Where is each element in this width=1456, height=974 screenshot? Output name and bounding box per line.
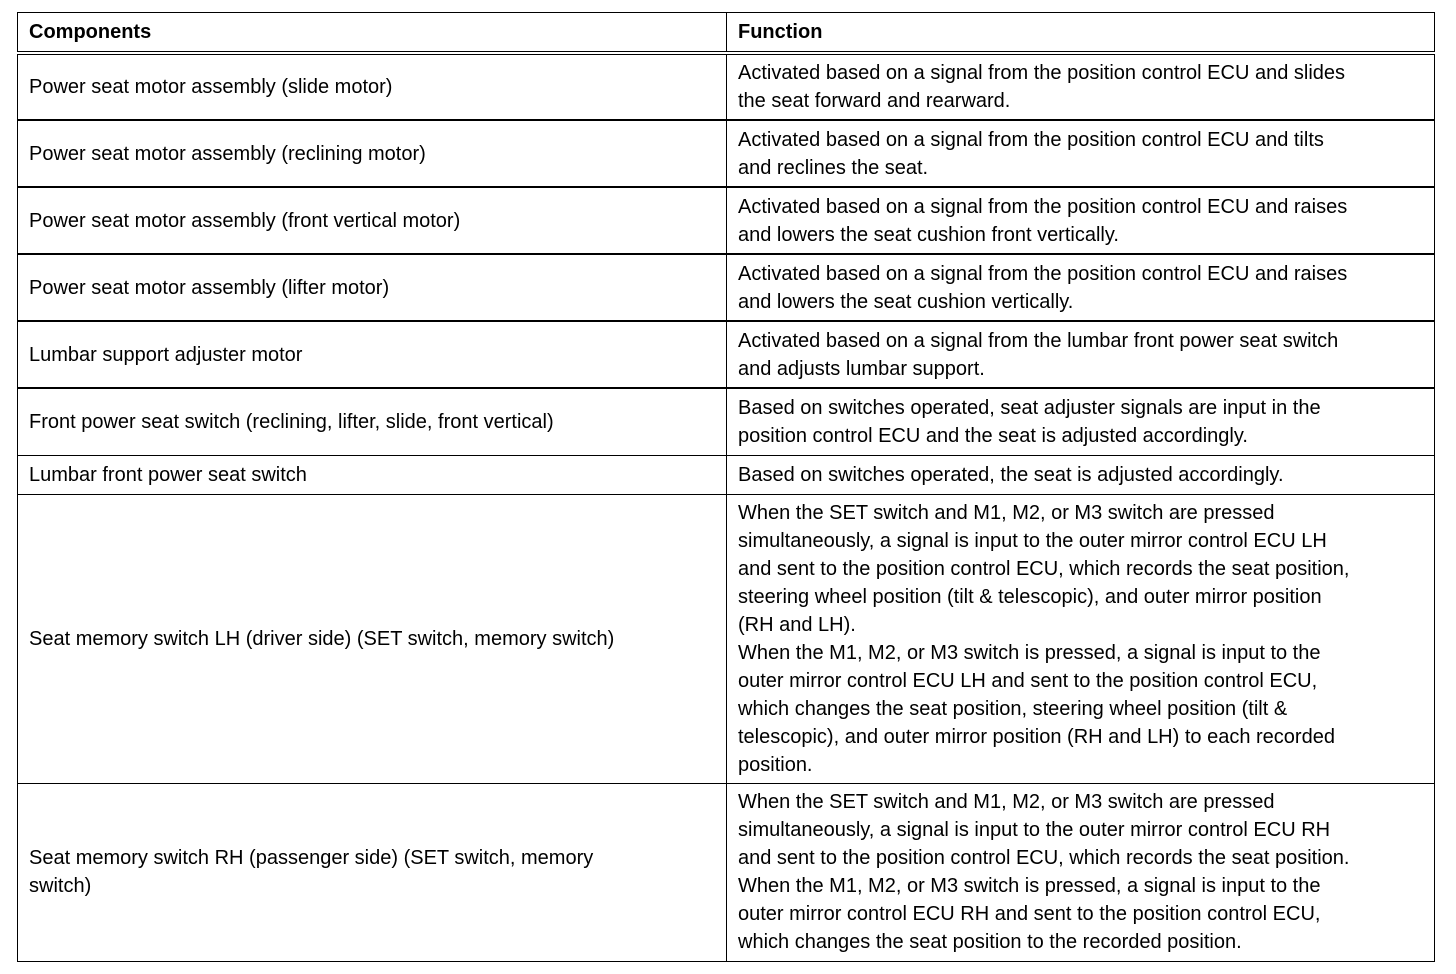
component-cell: Lumbar support adjuster motor [18,321,727,388]
function-line: Activated based on a signal from the position control ECU and raises [738,262,1348,285]
component-cell: Front power seat switch (reclining, lifter, slide, front vertical) [18,388,727,455]
table-row [18,783,1435,961]
function-line: Based on switches operated, seat adjuster signals are input in the [738,396,1321,419]
table-row [18,120,1435,187]
component-cell: Power seat motor assembly (lifter motor) [18,254,727,321]
function-cell [727,783,1435,961]
function-line: the seat forward and rearward. [738,90,1011,112]
function-line: When the SET switch and M1, M2, or M3 switch are pressed [738,501,1275,524]
function-line: Activated based on a signal from the position control ECU and raises [738,195,1348,218]
header-components: Components [18,13,727,54]
table-row [18,321,1435,388]
function-line: simultaneously, a signal is input to the outer mirror control ECU LH [738,529,1327,552]
table-row [18,494,1435,783]
component-cell: Power seat motor assembly (reclining motor) [18,120,727,187]
component-cell: Power seat motor assembly (front vertical motor) [18,187,727,254]
function-cell [727,187,1435,254]
function-line: outer mirror control ECU LH and sent to the position control ECU, [738,669,1318,692]
function-cell [727,254,1435,321]
function-cell [727,388,1435,455]
function-line: steering wheel position (tilt & telescopic), and outer mirror position [738,585,1322,608]
function-line: which changes the seat position to the recorded position. [738,931,1242,953]
component-cell: Seat memory switch LH (driver side) (SET switch, memory switch) [18,494,727,783]
function-line: When the M1, M2, or M3 switch is pressed, a signal is input to the [738,875,1321,897]
function-cell [727,120,1435,187]
table-body [18,53,1435,961]
function-line: and sent to the position control ECU, which records the seat position, [738,557,1350,580]
function-line: Activated based on a signal from the position control ECU and tilts [738,128,1324,151]
function-cell [727,53,1435,120]
component-line: switch) [29,875,92,897]
function-line: When the SET switch and M1, M2, or M3 switch are pressed [738,791,1275,813]
table-row [18,455,1435,494]
component-cell: Power seat motor assembly (slide motor) [18,53,727,120]
function-line: which changes the seat position, steering wheel position (tilt & [738,697,1288,720]
table-row [18,187,1435,254]
function-line: telescopic), and outer mirror position (RH and LH) to each recorded [738,725,1335,748]
table-row [18,254,1435,321]
function-line: position control ECU and the seat is adjusted accordingly. [738,424,1248,447]
table-row [18,388,1435,455]
header-row [18,13,1435,54]
component-cell [18,783,727,961]
function-line: and sent to the position control ECU, which records the seat position. [738,847,1350,869]
function-line: and reclines the seat. [738,156,929,179]
header-function: Function [727,13,1435,54]
function-line: outer mirror control ECU RH and sent to the position control ECU, [738,903,1321,925]
components-function-table-container [17,12,1434,962]
function-line: (RH and LH). [738,613,856,636]
function-line: Based on switches operated, the seat is adjusted accordingly. [738,463,1284,486]
function-line: Activated based on a signal from the position control ECU and slides [738,62,1346,84]
table-row [18,53,1435,120]
function-cell [727,455,1435,494]
function-line: When the M1, M2, or M3 switch is pressed, a signal is input to the [738,641,1321,664]
component-cell: Lumbar front power seat switch [18,455,727,494]
function-line: and lowers the seat cushion front vertically. [738,223,1119,246]
function-line: and lowers the seat cushion vertically. [738,290,1074,313]
function-cell [727,494,1435,783]
component-line: Seat memory switch RH (passenger side) (SET switch, memory [29,847,594,869]
function-cell [727,321,1435,388]
function-line: position. [738,753,813,776]
components-function-table [17,12,1435,962]
function-line: and adjusts lumbar support. [738,357,985,380]
function-line: Activated based on a signal from the lumbar front power seat switch [738,329,1339,352]
function-line: simultaneously, a signal is input to the outer mirror control ECU RH [738,819,1331,841]
